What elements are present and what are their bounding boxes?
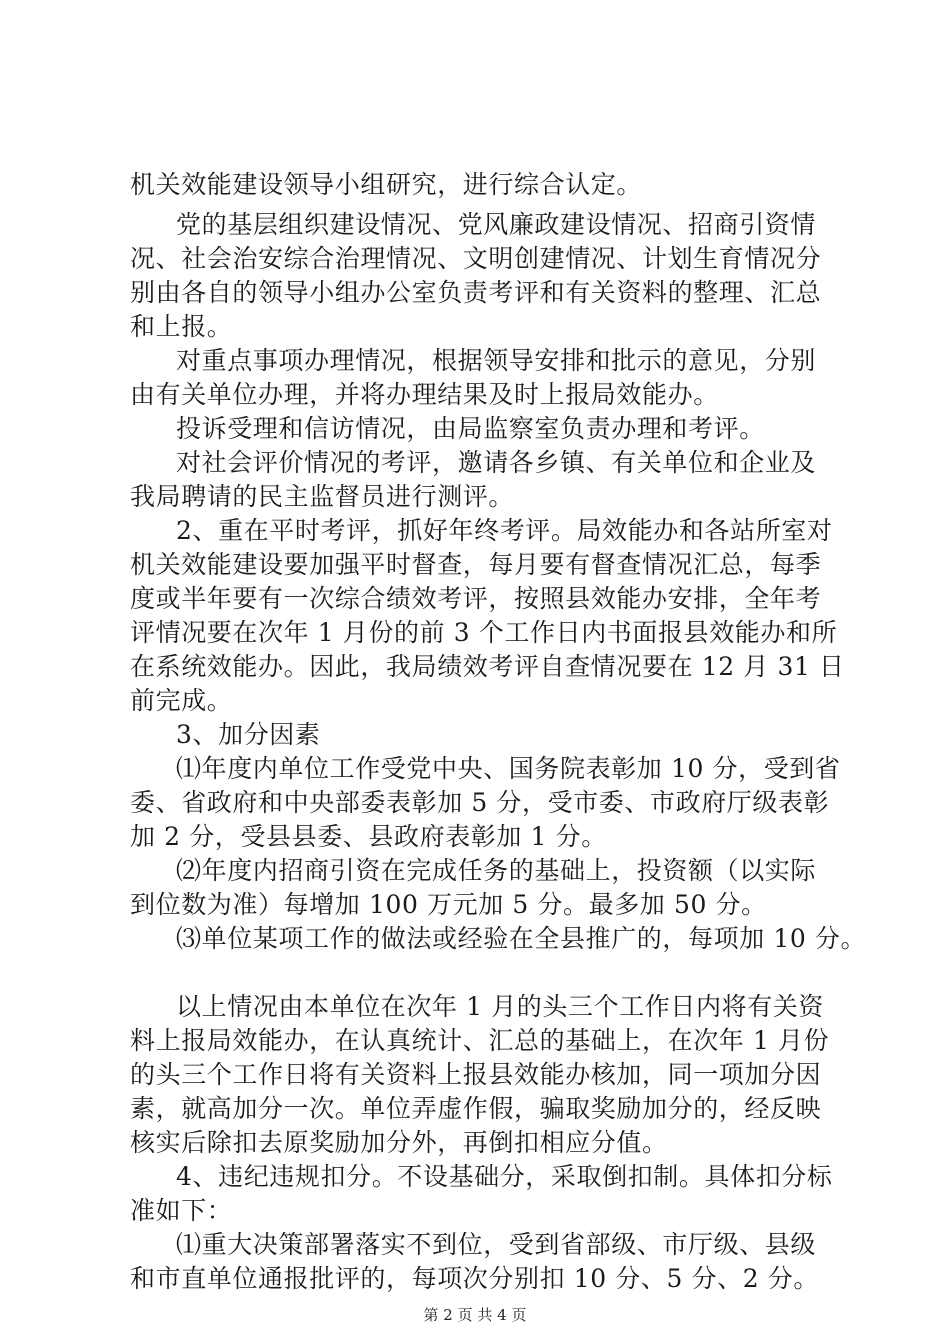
paragraph-line: 准如下： — [130, 1196, 233, 1225]
paragraph-line: 党的基层组织建设情况、党风廉政建设情况、招商引资情 — [176, 210, 817, 239]
paragraph-line: 以上情况由本单位在次年 1 月的头三个工作日内将有关资 — [176, 992, 825, 1021]
paragraph-line: 和上报。 — [130, 312, 233, 341]
paragraph-line: 机关效能建设要加强平时督查，每月要有督查情况汇总，每季 — [130, 550, 822, 579]
paragraph-line: 机关效能建设领导小组研究，进行综合认定。 — [130, 170, 643, 199]
paragraph-line: 料上报局效能办，在认真统计、汇总的基础上，在次年 1 月份 — [130, 1026, 830, 1055]
paragraph-line: 到位数为准）每增加 100 万元加 5 分。最多加 50 分。 — [130, 890, 767, 919]
paragraph-line: 度或半年要有一次综合绩效考评，按照县效能办安排，全年考 — [130, 584, 822, 613]
paragraph-line: 委、省政府和中央部委表彰加 5 分，受市委、市政府厅级表彰 — [130, 788, 830, 817]
page-number-footer: 第 2 页 共 4 页 — [423, 1306, 527, 1324]
paragraph-line: 和市直单位通报批评的，每项次分别扣 10 分、5 分、2 分。 — [130, 1264, 820, 1293]
paragraph-line: 前完成。 — [130, 686, 233, 715]
paragraph-line: 素，就高加分一次。单位弄虚作假，骗取奖励加分的，经反映 — [130, 1094, 822, 1123]
paragraph-line: 别由各自的领导小组办公室负责考评和有关资料的整理、汇总 — [130, 278, 822, 307]
paragraph-line: 我局聘请的民主监督员进行测评。 — [130, 482, 515, 511]
paragraph-line: 2、重在平时考评，抓好年终考评。局效能办和各站所室对 — [176, 516, 833, 545]
section-heading: 4、违纪违规扣分。不设基础分，采取倒扣制。具体扣分标 — [176, 1162, 833, 1191]
paragraph-line: ⑴重大决策部署落实不到位，受到省部级、市厅级、县级 — [176, 1230, 817, 1259]
section-heading: 3、加分因素 — [176, 720, 321, 749]
paragraph-line: 加 2 分，受县县委、县政府表彰加 1 分。 — [130, 822, 607, 851]
paragraph-line: 核实后除扣去原奖励加分外，再倒扣相应分值。 — [130, 1128, 668, 1157]
paragraph-line: ⑵年度内招商引资在完成任务的基础上，投资额（以实际 — [176, 856, 817, 885]
paragraph-line: ⑴年度内单位工作受党中央、国务院表彰加 10 分，受到省 — [176, 754, 841, 783]
paragraph-line: 对社会评价情况的考评，邀请各乡镇、有关单位和企业及 — [176, 448, 817, 477]
paragraph-line: 的头三个工作日将有关资料上报县效能办核加，同一项加分因 — [130, 1060, 822, 1089]
paragraph-line: 投诉受理和信访情况，由局监察室负责办理和考评。 — [176, 414, 765, 443]
paragraph-line: 况、社会治安综合治理情况、文明创建情况、计划生育情况分 — [130, 244, 822, 273]
paragraph-line: ⑶单位某项工作的做法或经验在全县推广的，每项加 10 分。 — [176, 924, 867, 953]
paragraph-line: 评情况要在次年 1 月份的前 3 个工作日内书面报县效能办和所 — [130, 618, 838, 647]
paragraph-line: 对重点事项办理情况，根据领导安排和批示的意见，分别 — [176, 346, 817, 375]
paragraph-line: 由有关单位办理，并将办理结果及时上报局效能办。 — [130, 380, 719, 409]
paragraph-line: 在系统效能办。因此，我局绩效考评自查情况要在 12 月 31 日 — [130, 652, 845, 681]
